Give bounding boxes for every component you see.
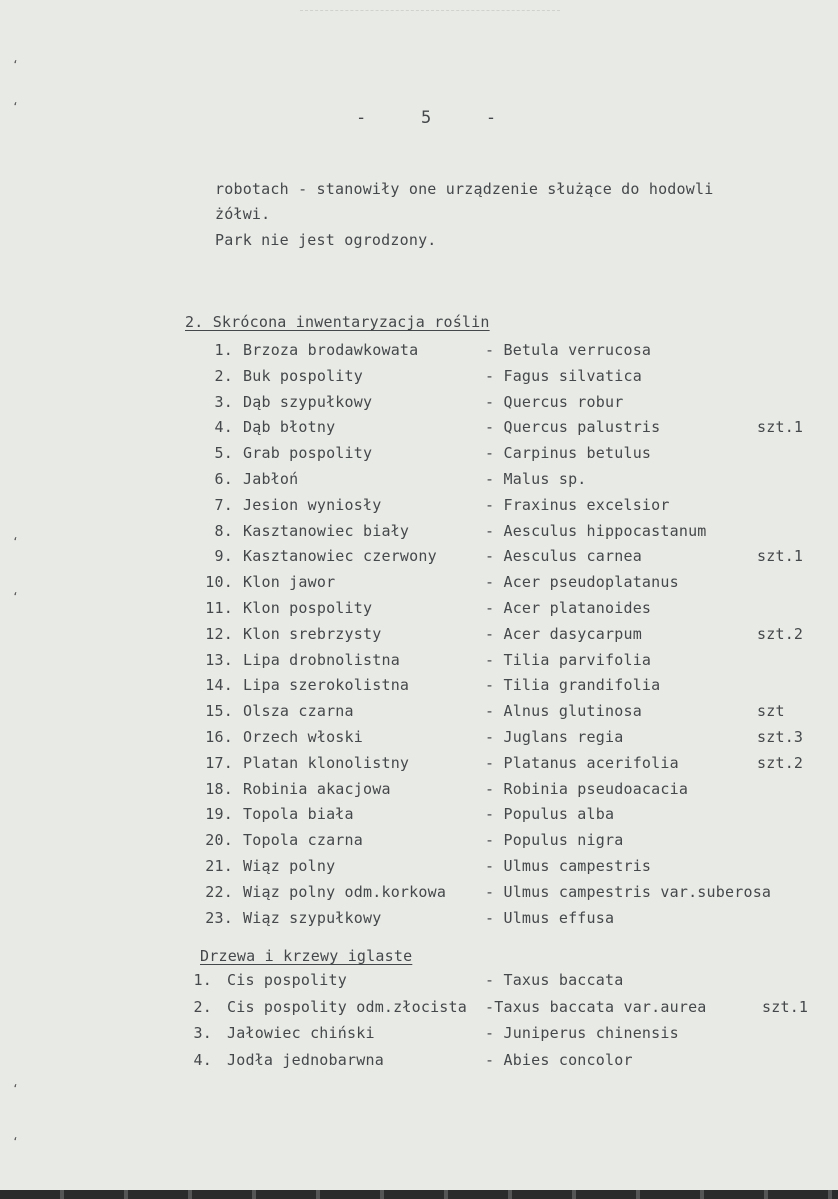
- item-number: 20.: [205, 831, 233, 850]
- polish-name: Olsza czarna: [243, 702, 354, 721]
- polish-name: Topola biała: [243, 805, 354, 824]
- polish-name: Jabłoń: [243, 470, 299, 488]
- faded-header-trace: [300, 10, 560, 33]
- polish-name: Kasztanowiec biały: [243, 521, 410, 540]
- latin-name: - Carpinus betulus: [485, 444, 652, 463]
- paragraph-line: żółwi.: [215, 205, 271, 223]
- margin-mark: ‘: [12, 1082, 19, 1095]
- latin-name: - Juglans regia: [485, 728, 624, 746]
- polish-name: Jodła jednobarwna: [227, 1050, 384, 1069]
- latin-name: - Fagus silvatica: [485, 366, 642, 385]
- item-number: 2.: [214, 366, 233, 385]
- latin-name: -Taxus baccata var.aurea: [485, 997, 707, 1016]
- latin-name: - Aesculus hippocastanum: [485, 521, 707, 540]
- polish-name: Lipa szerokolistna: [243, 676, 410, 695]
- section-heading: 2. Skrócona inwentaryzacja roślin: [185, 313, 490, 331]
- item-number: 1.: [214, 341, 233, 359]
- polish-name: Jesion wyniosły: [243, 495, 382, 514]
- latin-name: - Acer pseudoplatanus: [485, 573, 679, 592]
- polish-name: Cis pospolity odm.złocista: [227, 997, 467, 1016]
- polish-name: Kasztanowiec czerwony: [243, 547, 437, 566]
- item-number: 5.: [214, 444, 233, 463]
- latin-name: - Platanus acerifolia: [485, 753, 679, 772]
- item-number: 1.: [193, 971, 212, 989]
- count-note: szt.1: [757, 547, 804, 566]
- item-number: 13.: [205, 650, 233, 669]
- latin-name: - Juniperus chinensis: [485, 1024, 679, 1042]
- polish-name: Klon srebrzysty: [243, 624, 382, 643]
- polish-name: Brzoza brodawkowata: [243, 341, 419, 359]
- latin-name: - Taxus baccata: [485, 971, 624, 989]
- item-number: 16.: [205, 728, 233, 746]
- polish-name: Buk pospolity: [243, 366, 363, 385]
- polish-name: Robinia akacjowa: [243, 779, 391, 798]
- latin-name: - Alnus glutinosa: [485, 702, 642, 721]
- margin-mark: ‘: [12, 100, 19, 113]
- latin-name: - Acer platanoides: [485, 599, 652, 617]
- polish-name: Wiąz szypułkowy: [243, 908, 382, 927]
- latin-name: - Populus alba: [485, 805, 615, 824]
- item-number: 10.: [205, 573, 233, 592]
- item-number: 4.: [193, 1050, 212, 1069]
- polish-name: Wiąz polny: [243, 857, 336, 875]
- item-number: 23.: [205, 908, 233, 927]
- paragraph-line: Park nie jest ogrodzony.: [215, 231, 437, 249]
- latin-name: - Tilia grandifolia: [485, 676, 661, 695]
- latin-name: - Robinia pseudoacacia: [485, 779, 689, 798]
- paragraph-line: robotach - stanowiły one urządzenie służące do hodowli: [215, 180, 714, 198]
- latin-name: - Fraxinus excelsior: [485, 495, 670, 514]
- item-number: 15.: [205, 702, 233, 721]
- item-number: 7.: [214, 495, 233, 514]
- margin-mark: ‘: [12, 1135, 19, 1148]
- conifers-heading: Drzewa i krzewy iglaste: [200, 947, 413, 965]
- latin-name: - Acer dasycarpum: [485, 624, 642, 643]
- polish-name: Jałowiec chiński: [227, 1024, 375, 1042]
- item-number: 8.: [214, 521, 233, 540]
- count-note: szt: [757, 702, 785, 721]
- polish-name: Dąb szypułkowy: [243, 392, 373, 411]
- latin-name: - Abies concolor: [485, 1050, 633, 1069]
- polish-name: Wiąz polny odm.korkowa: [243, 882, 447, 901]
- polish-name: Dąb błotny: [243, 418, 336, 437]
- polish-name: Orzech włoski: [243, 728, 363, 746]
- latin-name: - Ulmus effusa: [485, 908, 615, 927]
- latin-name: - Ulmus campestris: [485, 857, 652, 875]
- count-note: szt.2: [757, 753, 804, 772]
- margin-mark: ‘: [12, 58, 19, 71]
- item-number: 21.: [205, 857, 233, 875]
- polish-name: Klon pospolity: [243, 599, 373, 617]
- margin-mark: ‘: [12, 590, 19, 603]
- item-number: 18.: [205, 779, 233, 798]
- count-note: szt.3: [757, 728, 804, 746]
- item-number: 6.: [214, 470, 233, 488]
- page-number: - 5 -: [356, 108, 503, 128]
- latin-name: - Betula verrucosa: [485, 341, 652, 359]
- count-note: szt.1: [757, 418, 804, 437]
- polish-name: Platan klonolistny: [243, 753, 410, 772]
- count-note: szt.2: [757, 624, 804, 643]
- item-number: 11.: [205, 599, 233, 617]
- item-number: 9.: [214, 547, 233, 566]
- item-number: 17.: [205, 753, 233, 772]
- margin-mark: ‘: [12, 535, 19, 548]
- latin-name: - Malus sp.: [485, 470, 587, 488]
- item-number: 12.: [205, 624, 233, 643]
- polish-name: Klon jawor: [243, 573, 336, 592]
- latin-name: - Quercus palustris: [485, 418, 661, 437]
- item-number: 3.: [193, 1024, 212, 1042]
- item-number: 4.: [214, 418, 233, 437]
- item-number: 3.: [214, 392, 233, 411]
- polish-name: Cis pospolity: [227, 971, 347, 989]
- item-number: 14.: [205, 676, 233, 695]
- latin-name: - Populus nigra: [485, 831, 624, 850]
- polish-name: Lipa drobnolistna: [243, 650, 400, 669]
- count-note: szt.1: [762, 997, 809, 1016]
- scan-bottom-edge: [0, 1190, 838, 1199]
- latin-name: - Tilia parvifolia: [485, 650, 652, 669]
- latin-name: - Aesculus carnea: [485, 547, 642, 566]
- item-number: 22.: [205, 882, 233, 901]
- item-number: 2.: [193, 997, 212, 1016]
- polish-name: Topola czarna: [243, 831, 363, 850]
- latin-name: - Ulmus campestris var.suberosa: [485, 882, 772, 901]
- item-number: 19.: [205, 805, 233, 824]
- latin-name: - Quercus robur: [485, 392, 624, 411]
- polish-name: Grab pospolity: [243, 444, 373, 463]
